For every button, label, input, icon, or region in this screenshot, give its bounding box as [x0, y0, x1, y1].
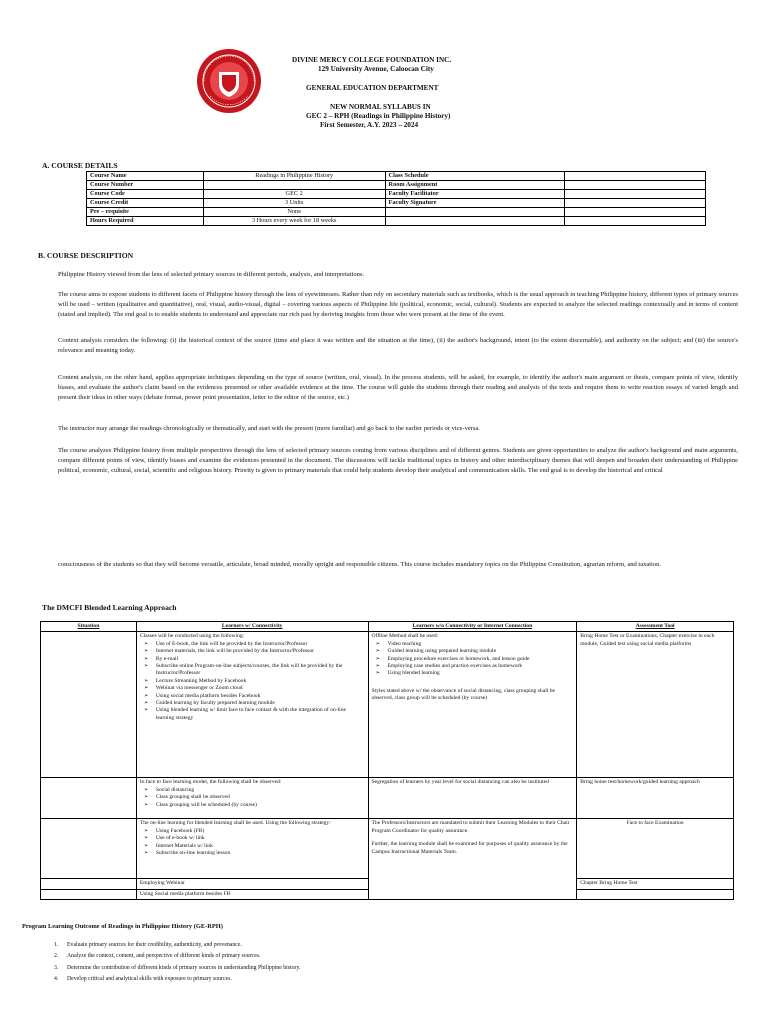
table-row: [41, 632, 734, 778]
detail-label: [385, 217, 565, 226]
description-paragraph: Content analysis, on the other hand, applies appropriate techniques depending on the type of source (written, oral, visual). In the process students, will be asked, for example, to identify the author's main argument or thesis, compare points of view, identify biases, and evaluate the author's claim based on the evidences presented or other available evidence at the time. The course will guide the students through their reading and analysis of the texts and require them to write reaction essays of varied length and present their ideas in other ways (debate format, power point presentation, letter to the editor of the source, etc.): [58, 374, 738, 401]
description-paragraph: Philippine History viewed from the lens of selected primary sources in different periods, analysis, and interpretations.: [58, 271, 365, 278]
table-row: [87, 181, 706, 190]
assessment-cell: Bring Home Test or Examinations, Chapter exercise in each module, Guided test using social media platforms: [577, 632, 734, 778]
institution-address: 129 University Avenue, Caloocan City: [318, 65, 434, 73]
table-header-row: [41, 622, 734, 632]
detail-value: [565, 181, 706, 190]
department-name: GENERAL EDUCATION DEPARTMENT: [306, 84, 439, 92]
situation-cell: [41, 889, 137, 899]
detail-value: [565, 172, 706, 181]
column-header: Learners w/ Connectivity: [136, 622, 368, 632]
list-item: ➢ Internet materials, the link will be provided by the Instructor/Professor: [156, 648, 365, 655]
detail-value: [565, 199, 706, 208]
list-item: ➢ Class grouping shall be observed: [156, 794, 365, 801]
list-item: [54, 940, 300, 951]
detail-label: Faculty Facilitator: [385, 190, 565, 199]
cell-text: Further, the learning module shall be examined for purposes of quality assurance by the Campus Instructional Materials Team.: [371, 841, 568, 855]
detail-value: GEC 2: [203, 190, 385, 199]
list-item: ➢ Using blended learning w/ limit face to face contact & with the integration of on-line learning strategy: [156, 707, 365, 722]
list-item: ➢ Webinar via messenger or Zoom cloud: [156, 685, 365, 692]
connectivity-cell: [136, 632, 368, 778]
list-item: ➢ Class grouping will be scheduled (by course): [156, 802, 365, 809]
list-item: [54, 951, 300, 962]
list-item: ➢ Use of e-book w/ link: [156, 835, 365, 842]
detail-label: Faculty Signature: [385, 199, 565, 208]
term: First Semester, A.Y. 2023 – 2024: [320, 121, 419, 129]
description-paragraph: The instructor may arrange the readings chronologically or thematically, and start with the present (more familiar) and go back to the earlier periods or vice-versa.: [58, 425, 480, 432]
cell-text: The Professors/Instructors are mandated to submit their Learning Modules to their Chair Program Coordinator for quality assurance.: [371, 820, 570, 834]
detail-value: 3 Units: [203, 199, 385, 208]
cell-note: Styles stated above w/ the observance of social distancing, class grouping shall be observed, class group will be scheduled (by course): [371, 687, 555, 702]
item-number: 2.: [54, 953, 59, 960]
offline-cell: Segregation of learners by year level for social distancing can also be instituted: [368, 778, 577, 819]
detail-label: Class Schedule: [385, 172, 565, 181]
table-row: [87, 199, 706, 208]
connectivity-cell: [136, 778, 368, 819]
connectivity-cell: [136, 819, 368, 879]
item-number: 3.: [54, 964, 59, 971]
detail-label: Room Assignment: [385, 181, 565, 190]
list-item: ➢ Employing case studies and practice exercises as homework: [388, 663, 574, 670]
item-text: Determine the contribution of different kinds of primary sources in understanding Philippine history.: [67, 964, 301, 971]
offline-cell: [368, 632, 577, 778]
list-item: ➢ Guided learning by faculty prepared learning module: [156, 700, 365, 707]
detail-label: Pre – requisite: [87, 208, 204, 217]
course-description-heading: B. COURSE DESCRIPTION: [38, 251, 134, 260]
list-item: ➢ Using blended learning: [388, 670, 574, 677]
table-row: [87, 208, 706, 217]
bullet-list: [140, 641, 365, 722]
bullet-list: [140, 828, 365, 858]
connectivity-cell: Using Social media platform besides FB: [136, 889, 368, 899]
outcomes-heading: Program Learning Outcome of Readings in Philippine History (GE-RPH): [22, 923, 223, 930]
situation-cell: [41, 819, 137, 879]
column-header: Assessment Tool: [577, 622, 734, 632]
item-text: Evaluate primary sources for their credibility, authenticity, and provenance.: [67, 942, 242, 948]
college-seal-logo: [196, 48, 262, 114]
blended-learning-heading: The DMCFI Blended Learning Approach: [42, 603, 177, 612]
situation-cell: [41, 879, 137, 889]
course-details-table: [86, 171, 706, 226]
description-paragraph: The course analyzes Philippine history from multiple perspectives through the lens of selected primary sources coming from various disciplines and of different genres. Students are given opportunities to analyze the author's background and main arguments, compare different points of view, identify biases and examine the evidences presented in the document. The discussions will tackle traditional topics in history and other interdisciplinary themes that will deepen and broaden their understanding of Philippine political, economic, cultural, social, scientific and religious history. Priority is given to primary materials that could help students develop their analytical and communication skills. The end goal is to develop the historical and critical: [58, 447, 738, 474]
list-item: ➢ Video teaching: [388, 641, 574, 648]
list-item: ➢ Subscribe on-line learning lesson: [156, 850, 365, 857]
cell-intro: Classes will be conducted using the following:: [139, 633, 245, 640]
list-item: ➢ Social distancing: [156, 787, 365, 794]
list-item: ➢ Using social media platform besides Facebook: [156, 693, 365, 700]
list-item: [54, 963, 300, 974]
detail-value: [565, 190, 706, 199]
cell-intro: The on-line learning for blended learning shall be used. Using the following strategy:: [139, 820, 331, 827]
detail-value: Readings in Philippine History: [203, 172, 385, 181]
item-number: 1.: [54, 942, 59, 948]
table-row: [41, 819, 734, 879]
detail-label: [385, 208, 565, 217]
bullet-list: [372, 641, 574, 678]
course-details-heading: A. COURSE DETAILS: [42, 161, 118, 170]
column-header: Situation: [41, 622, 137, 632]
assessment-cell: Chapter Bring Home Test: [577, 879, 734, 889]
detail-value: 3 Hours every week for 18 weeks: [203, 217, 385, 226]
institution-name: DIVINE MERCY COLLEGE FOUNDATION INC.: [292, 56, 452, 64]
outcomes-list: [54, 940, 300, 985]
detail-label: Course Code: [87, 190, 204, 199]
assessment-cell: Face to face Examination: [577, 819, 734, 879]
assessment-cell: Bring home test/homework/guided learning approach: [577, 778, 734, 819]
list-item: ➢ Using Facebook (FB): [156, 828, 365, 835]
list-item: ➢ Employing procedure exercises or homework, and lesson guide: [388, 656, 574, 663]
detail-label: Hours Required: [87, 217, 204, 226]
detail-label: Course Number: [87, 181, 204, 190]
description-paragraph: consciousness of the students so that they will become versatile, articulate, broad minded, morally upright and responsible citizens. This course includes mandatory topics on the Philippine Constitution, agrarian reform, and taxation.: [58, 561, 661, 568]
detail-value: [565, 208, 706, 217]
syllabus-title: NEW NORMAL SYLLABUS IN: [330, 103, 431, 111]
list-item: [54, 974, 300, 985]
item-text: Analyze the context, content, and perspective of different kinds of primary sources.: [67, 953, 261, 960]
list-item: ➢ Internet Materials w/ link: [156, 843, 365, 850]
blended-learning-table: [40, 621, 734, 900]
cell-intro: In face to face learning model, the following shall be observed:: [139, 779, 282, 786]
offline-cell: [368, 819, 577, 900]
situation-cell: [41, 778, 137, 819]
column-header: Learners w/o Connectivity or Internet Connection: [368, 622, 577, 632]
cell-intro: Offline Method shall be used:: [371, 633, 439, 640]
list-item: ➢ Guided learning using prepared learning module: [388, 648, 574, 655]
detail-value: [203, 181, 385, 190]
detail-label: Course Credit: [87, 199, 204, 208]
table-row: [87, 190, 706, 199]
assessment-cell: [577, 889, 734, 899]
table-row: [87, 217, 706, 226]
detail-value: [565, 217, 706, 226]
list-item: ➢ Subscribe online Program-on-line subjects/courses, the link will be provided by the Instructor/Professor: [156, 663, 365, 678]
table-row: [87, 172, 706, 181]
table-row: [41, 778, 734, 819]
list-item: ➢ By e-mail: [156, 656, 365, 663]
situation-cell: [41, 632, 137, 778]
list-item: ➢ Lecture Streaming Method by Facebook: [156, 678, 365, 685]
bullet-list: [140, 787, 365, 809]
detail-value: None: [203, 208, 385, 217]
description-paragraph: Context analysis considers the following: (i) the historical context of the source (time and place it was written and the situation at the time), (ii) the author's background, intent (to the extent discernable), and authority on the subject; and (iii) the source's relevance and meaning today.: [58, 337, 738, 354]
item-number: 4.: [54, 975, 59, 982]
course-title: GEC 2 – RPH (Readings in Philippine History): [306, 112, 451, 120]
connectivity-cell: Employing Webinar: [136, 879, 368, 889]
list-item: ➢ Use of E-book, the link will be provided by the Instructor/Professor: [156, 641, 365, 648]
item-text: Develop critical and analytical skills with exposure to primary sources.: [67, 975, 232, 982]
description-paragraph: The course aims to expose students to different facets of Philippine history through the lens of eyewitnesses. Rather than rely on secondary materials such as textbooks, which is the usual approach in teaching Philippine history, different types of primary sources will be used – written (qualitative and quantitative), oral, visual, audio-visual, digital – covering various aspects of Philippine life (political, economic, social, cultural). Students are expected to analyze the selected readings contextually and in terms of content (stated and implied). The end goal is to enable students to understand and appreciate our rich past by deriving insights from those who were present at the time of the event.: [58, 291, 738, 318]
detail-label: Course Name: [87, 172, 204, 181]
